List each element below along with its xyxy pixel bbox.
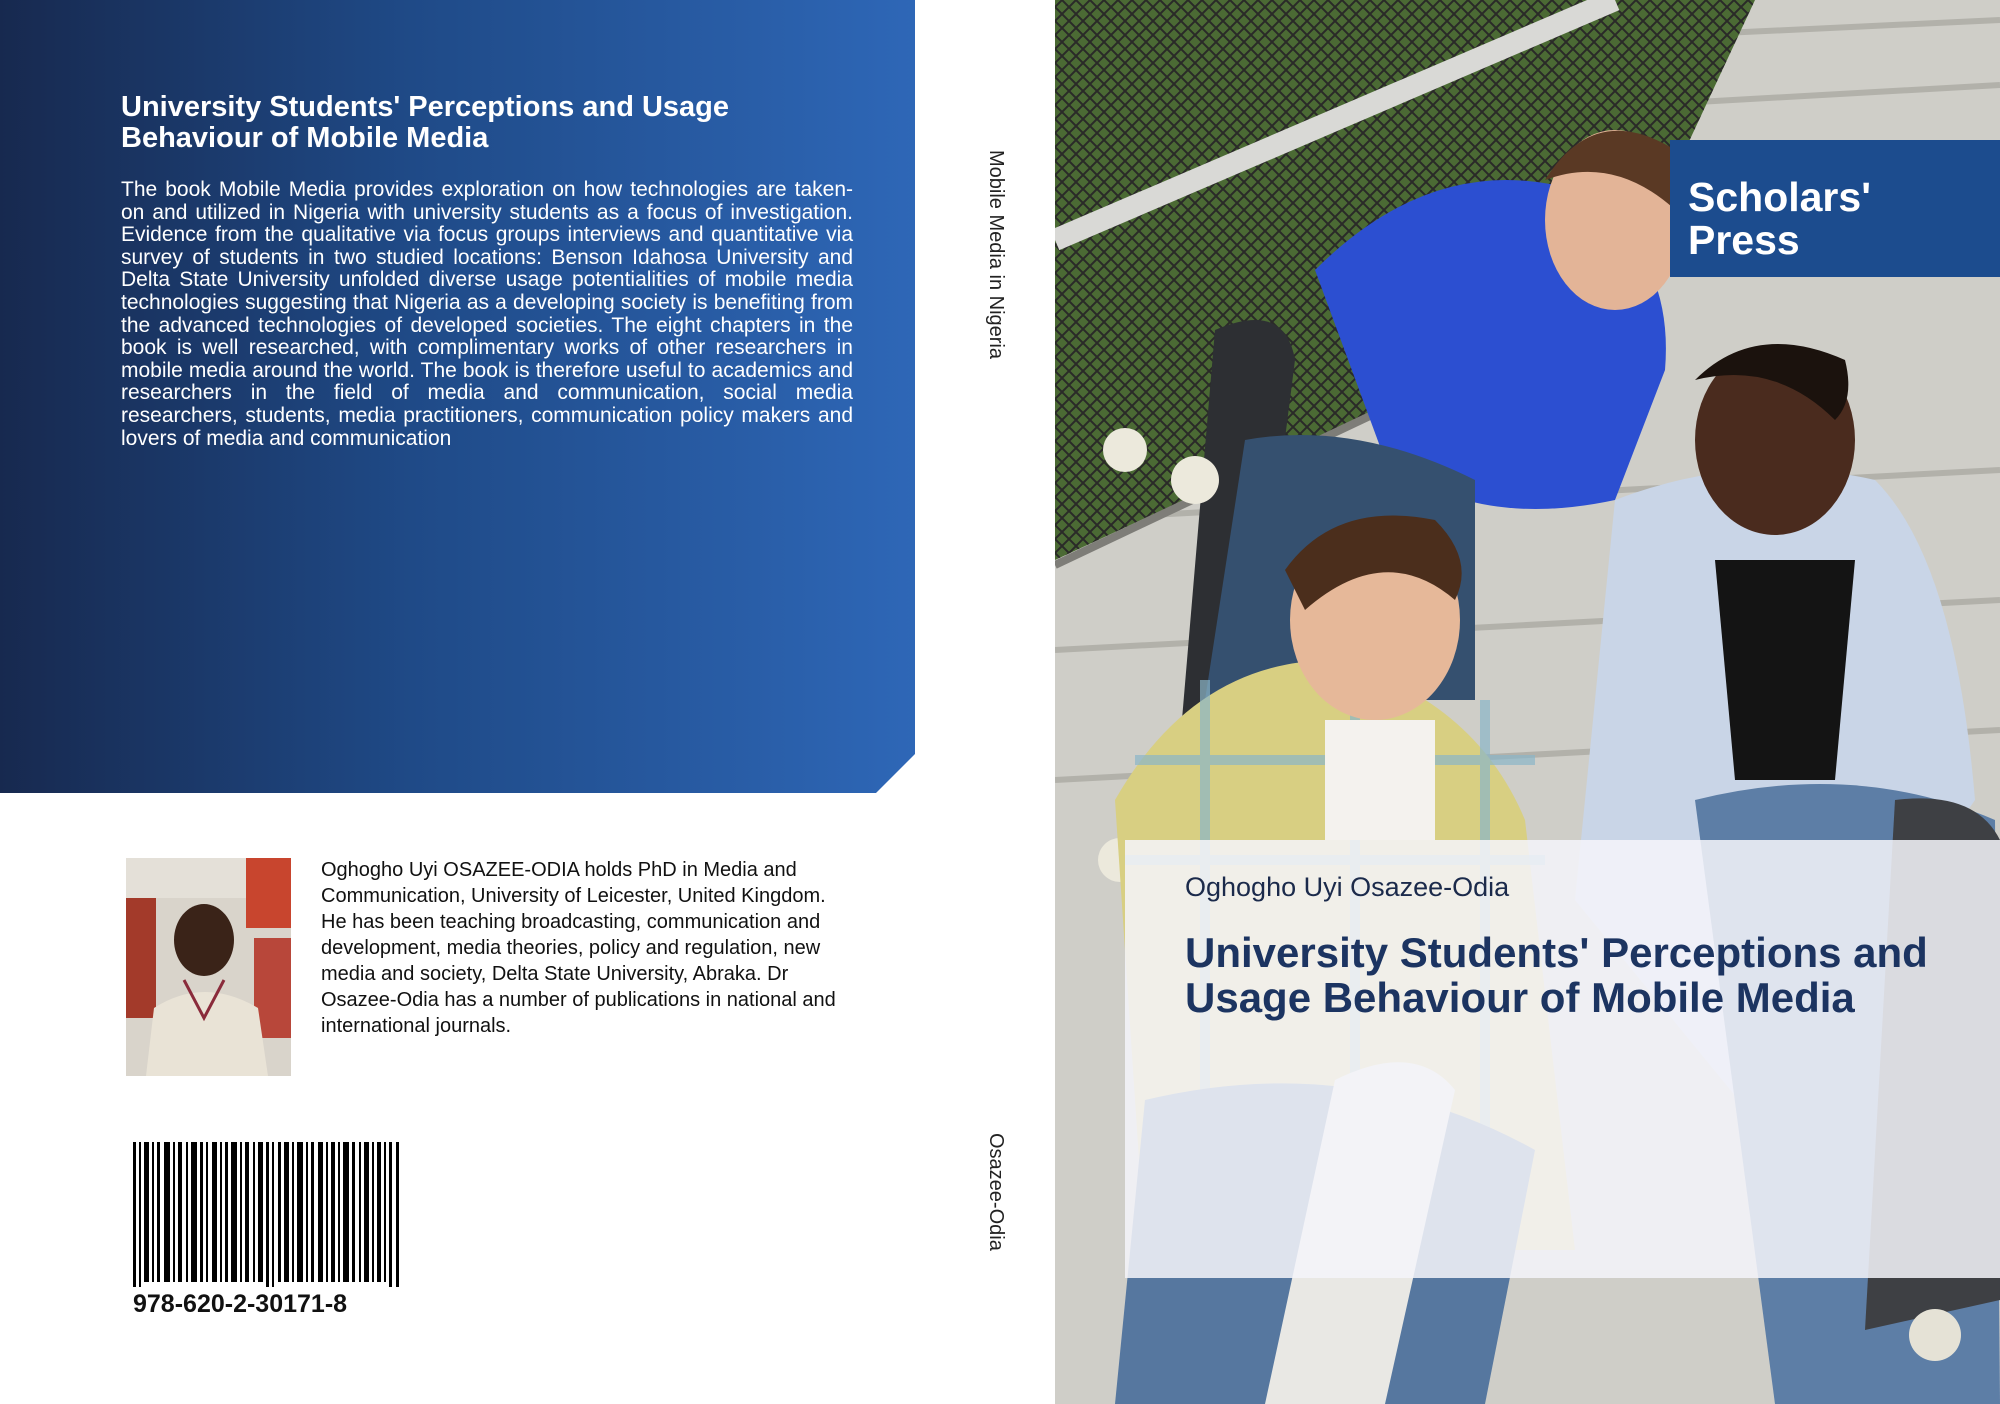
- front-title-panel: [1125, 840, 2000, 1278]
- publisher-name: Scholars' Press: [1688, 174, 1871, 263]
- author-biography: Oghogho Uyi OSAZEE-ODIA holds PhD in Media and Communication, University of Leicester, United Kingdom. He has been teaching broadcasting, communication and development, media theories, policy and regulation, new media and society, Delta State University, Abraka. Dr Osazee-Odia has a number of publications in national and international journals.: [321, 859, 836, 1037]
- back-cover-title: University Students' Perceptions and Usage Behaviour of Mobile Media: [121, 91, 730, 154]
- front-cover-author: Oghogho Uyi Osazee-Odia: [1185, 872, 1510, 902]
- back-cover-blurb: The book Mobile Media provides exploration on how technologies are taken-on and utilized in Nigeria with university students as a focus of investigation. Evidence from the qualitative via focus groups interviews and quantitative via survey of students in two studied locations: Benson Idahosa University and Delta State University unfolded diverse usage potentialities of mobile media technologies suggesting that Nigeria as a developing society is benefiting from the advanced technologies of developed societies. The eight chapters in the book is well researched, with complimentary works of other researchers in mobile media around the world. The book is therefore useful to academics and researchers in the field of media and communication, social media researchers, students, media practitioners, communication policy makers and lovers of media and communication: [121, 178, 853, 450]
- isbn-number: 978-620-2-30171-8: [133, 1290, 348, 1318]
- barcode: [133, 1142, 403, 1287]
- front-cover-title: University Students' Perceptions and Usage Behaviour of Mobile Media: [1185, 929, 1928, 1021]
- author-photo: [126, 858, 291, 1076]
- publisher-logo: [1670, 140, 2000, 277]
- spine-author: Osazee-Odia: [985, 1133, 1007, 1251]
- spine-title: Mobile Media in Nigeria: [985, 150, 1007, 359]
